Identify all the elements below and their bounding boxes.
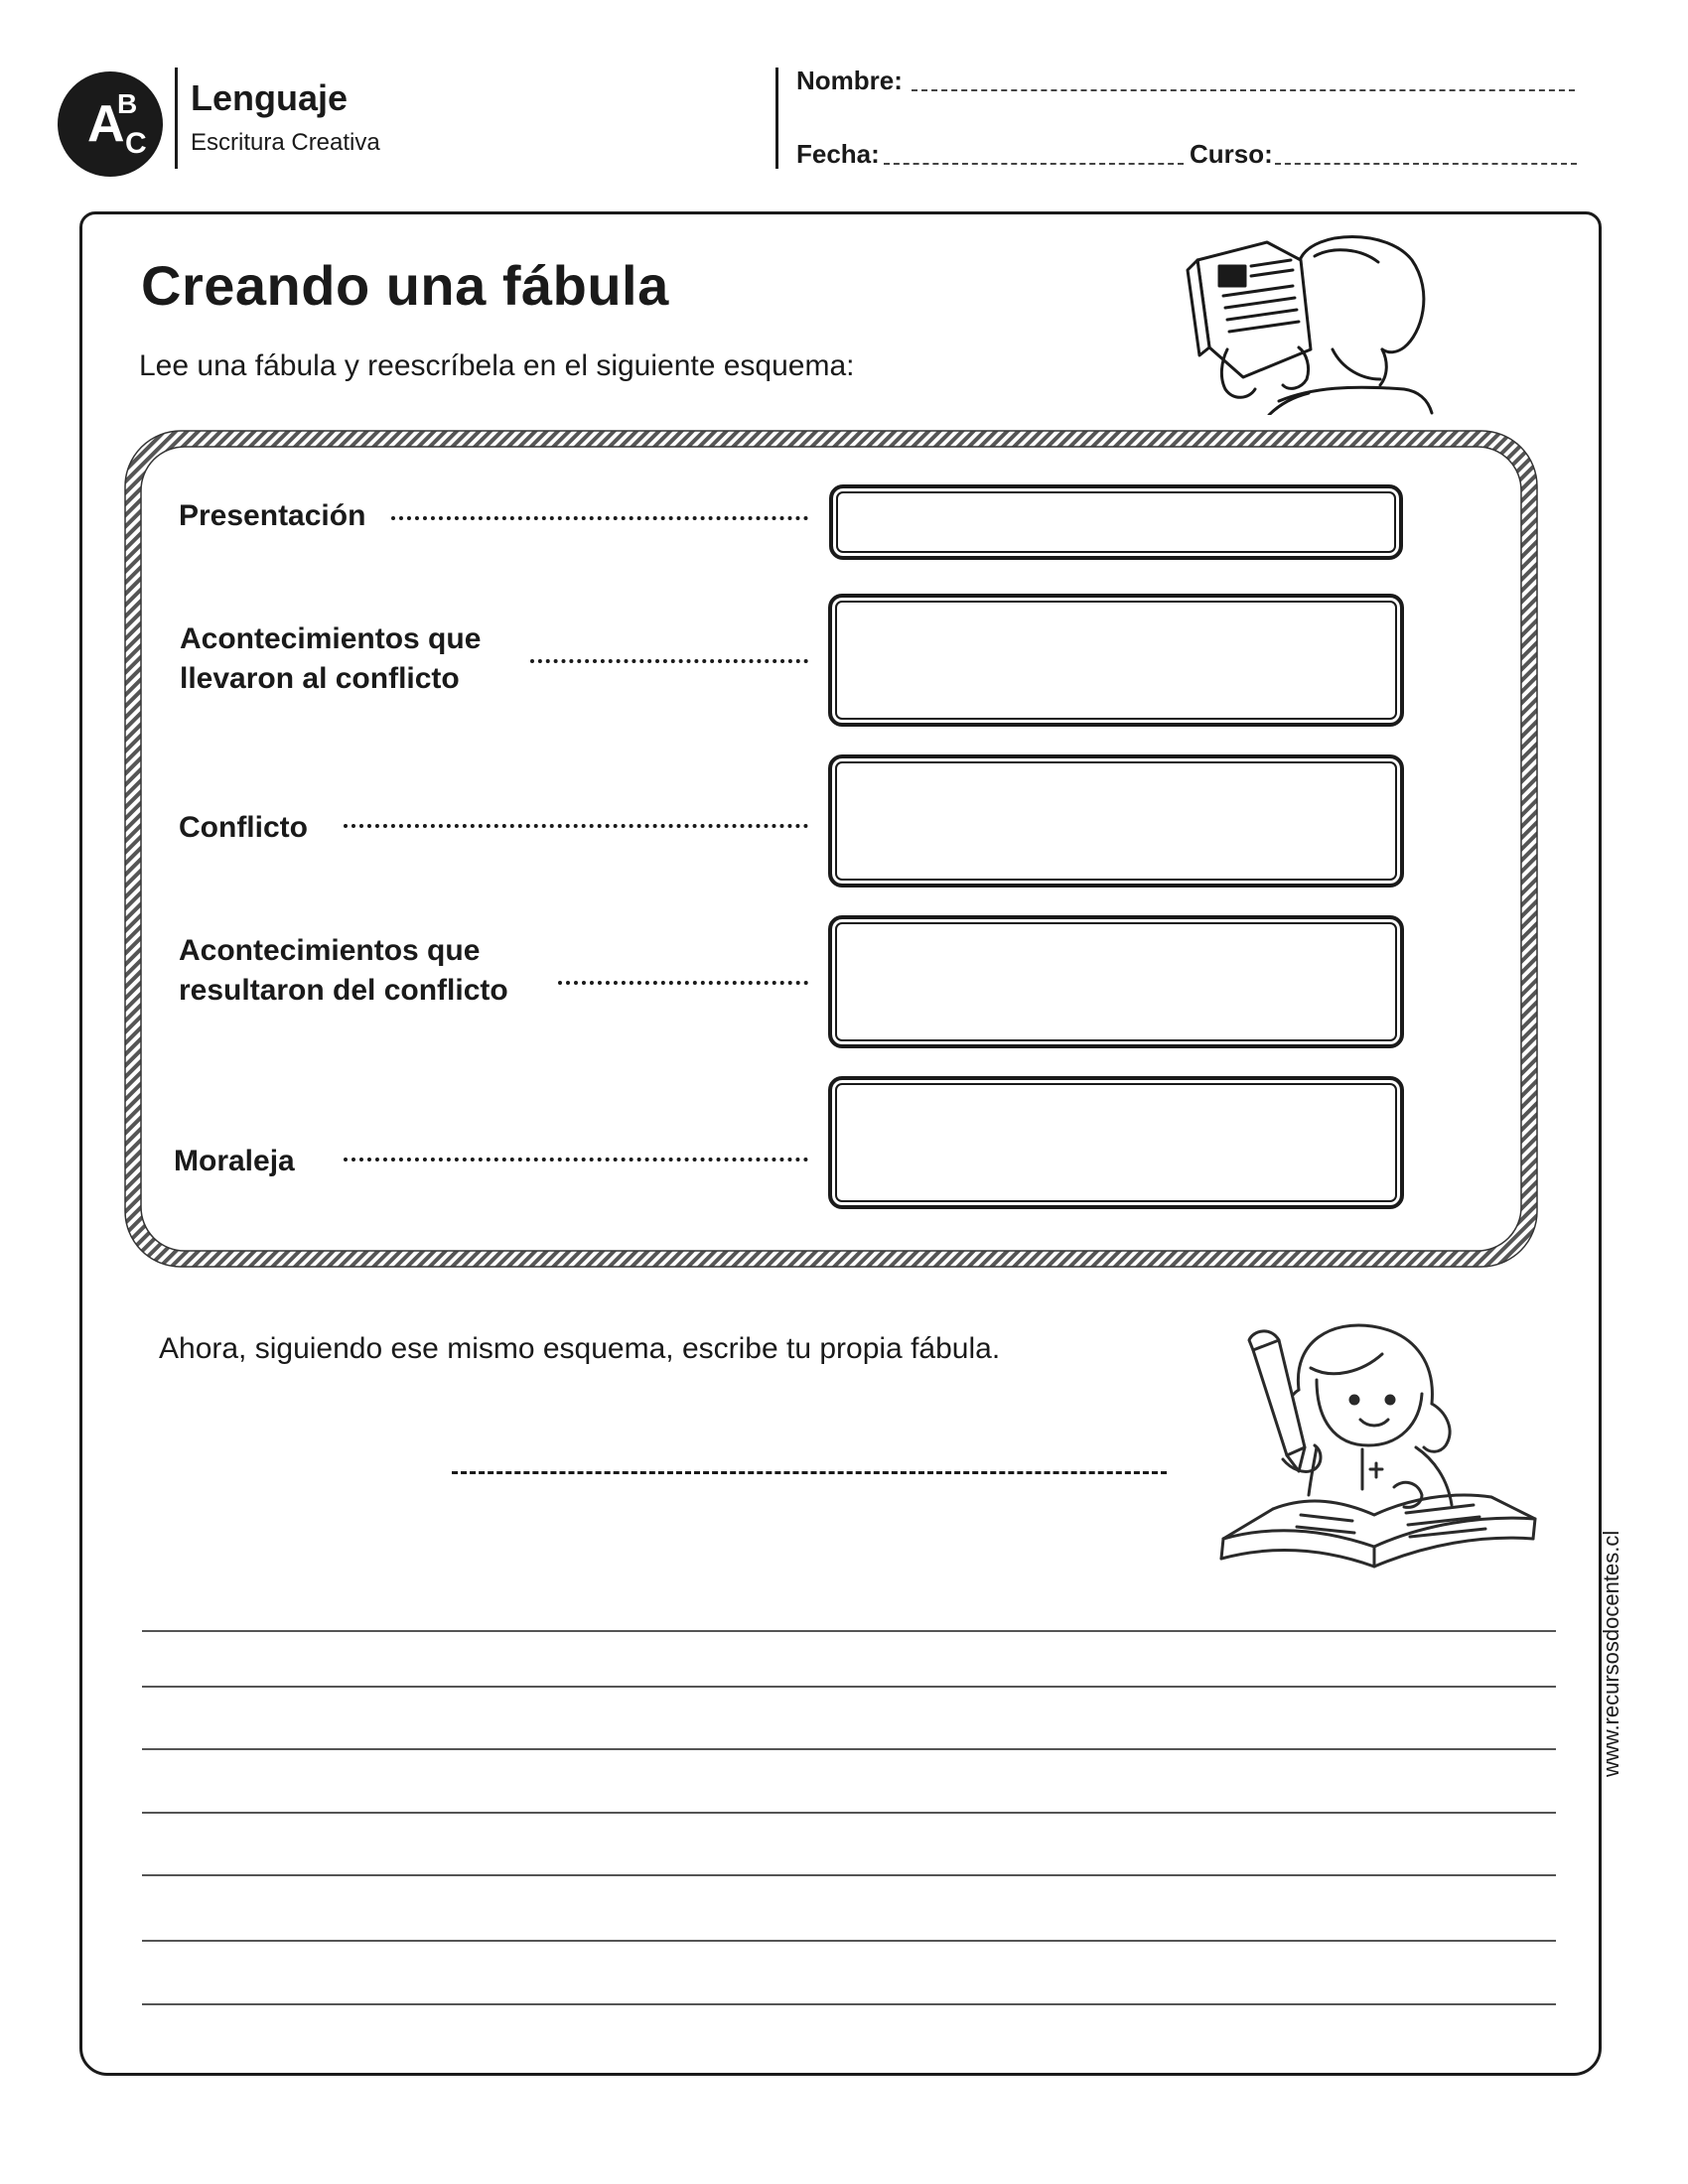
writing-line[interactable]: [142, 1940, 1556, 1942]
writing-line[interactable]: [142, 1874, 1556, 1876]
logo-letter-b: B: [117, 88, 138, 119]
scheme-label-acontecimientos-previos: Acontecimientos que llevaron al conflicto: [180, 622, 482, 695]
curso-field[interactable]: [1275, 163, 1577, 165]
answer-box-acontecimientos-resultantes[interactable]: [828, 915, 1404, 1048]
nombre-field[interactable]: [912, 89, 1575, 91]
writing-line[interactable]: [142, 2003, 1556, 2005]
subject-subtitle: Escritura Creativa: [191, 129, 380, 156]
subject-title: Lenguaje: [191, 77, 349, 118]
instruction-text: Lee una fábula y reescríbela en el siguiente esquema:: [139, 349, 855, 382]
writing-line[interactable]: [142, 1630, 1556, 1632]
girl-writing-in-notebook-icon: [1213, 1320, 1537, 1584]
scheme-label-acontecimientos-resultantes: Acontecimientos que resultaron del conflicto: [179, 934, 508, 1007]
writing-line[interactable]: [142, 1812, 1556, 1814]
dot-leader: [530, 659, 808, 663]
boy-reading-newspaper-icon: [1184, 230, 1434, 415]
header-divider: [175, 68, 178, 169]
scheme-label-presentacion: Presentación: [179, 499, 366, 532]
scheme-label-conflicto: Conflicto: [179, 811, 308, 844]
nombre-label: Nombre:: [796, 66, 903, 95]
own-fable-instruction: Ahora, siguiendo ese mismo esquema, escribe tu propia fábula.: [159, 1332, 1001, 1365]
fecha-label: Fecha:: [796, 139, 880, 169]
logo-letter-a: A: [87, 95, 125, 153]
answer-box-conflicto[interactable]: [828, 754, 1404, 887]
page-title: Creando una fábula: [141, 254, 669, 317]
answer-box-moraleja[interactable]: [828, 1076, 1404, 1209]
dot-leader: [344, 824, 808, 828]
dot-leader: [391, 516, 808, 520]
writing-line[interactable]: [142, 1686, 1556, 1688]
writing-line[interactable]: [142, 1748, 1556, 1750]
dot-leader: [558, 981, 808, 985]
dot-leader: [344, 1158, 808, 1161]
scheme-label-moraleja: Moraleja: [174, 1145, 295, 1177]
website-watermark: www.recursosdocentes.cl: [1599, 1530, 1623, 1777]
fecha-field[interactable]: [884, 163, 1184, 165]
answer-box-acontecimientos-previos[interactable]: [828, 594, 1404, 727]
answer-box-presentacion[interactable]: [829, 484, 1403, 560]
abc-logo-icon: [56, 69, 165, 179]
logo-letter-c: C: [125, 127, 147, 160]
fable-title-field[interactable]: [452, 1471, 1167, 1474]
curso-label: Curso:: [1190, 139, 1273, 169]
header-divider: [775, 68, 778, 169]
